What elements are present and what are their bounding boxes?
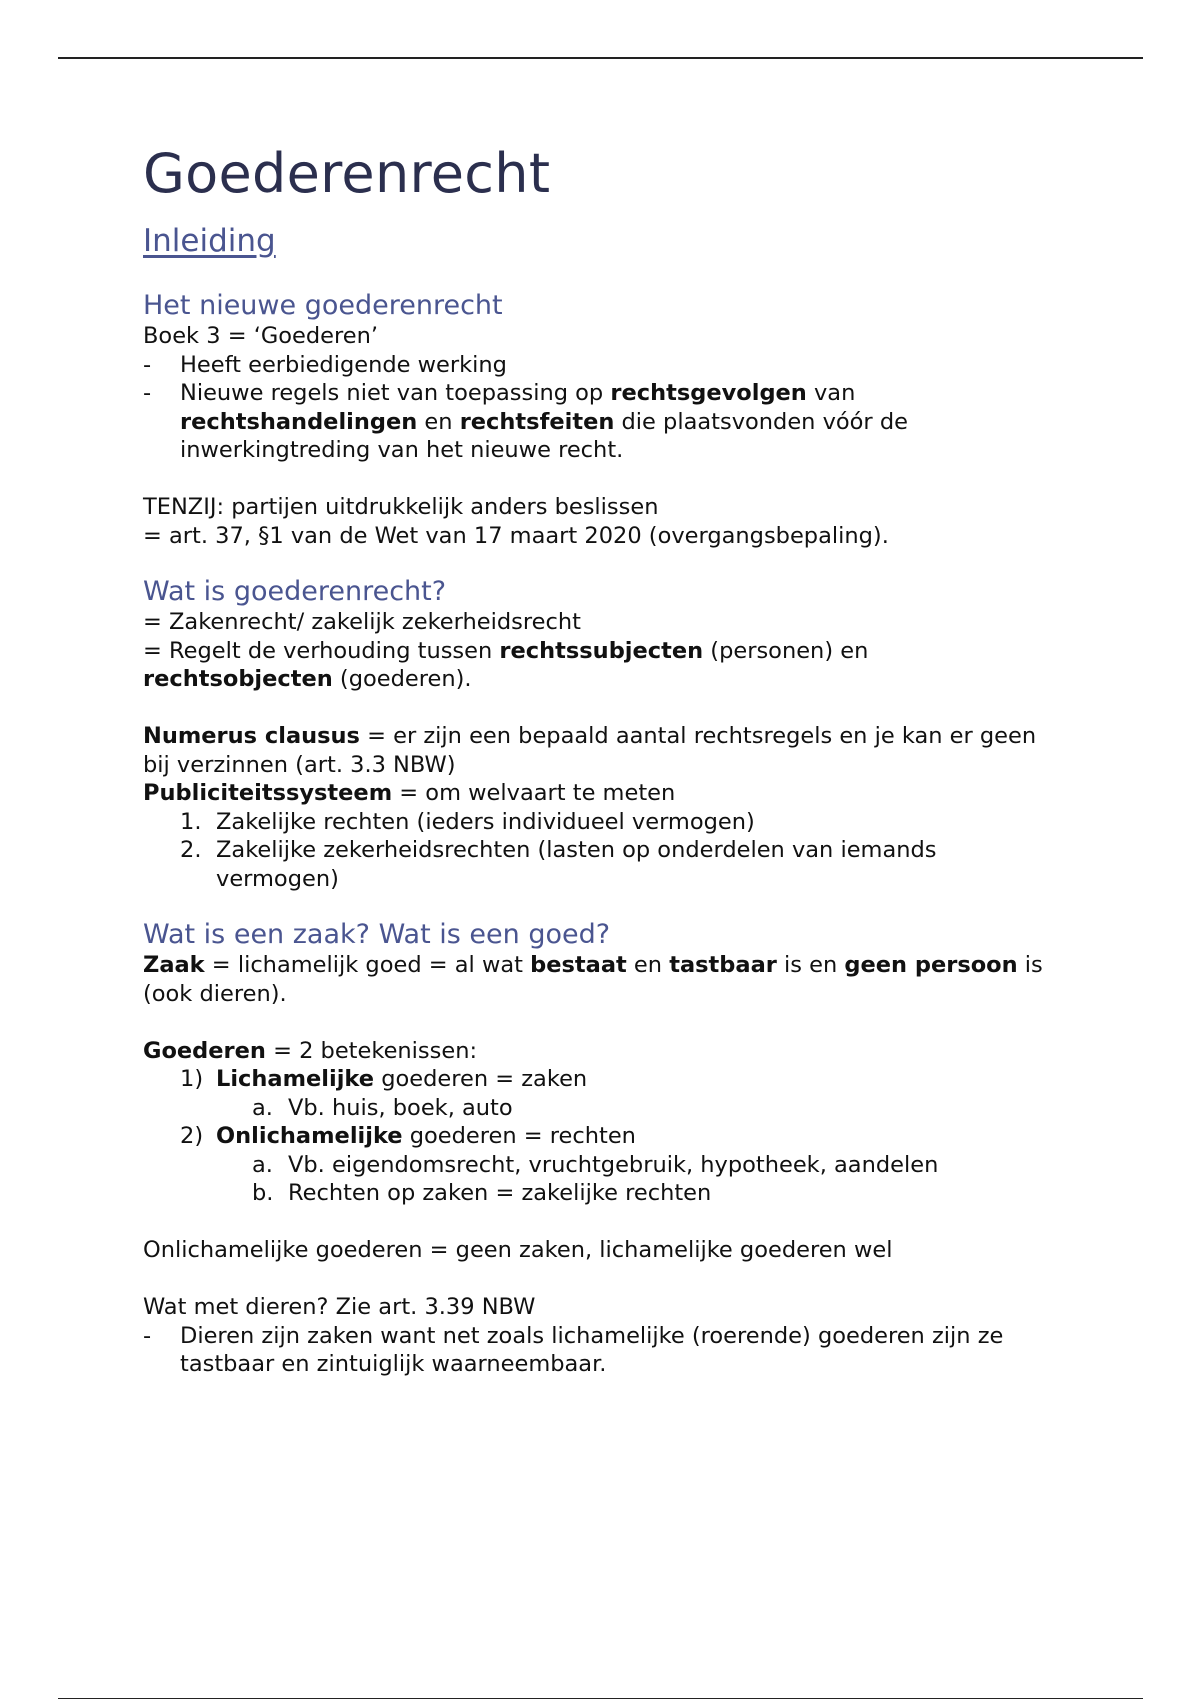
dash-marker: -	[143, 1322, 152, 1349]
bullet-nieuwe-regels: - Nieuwe regels niet van toepassing op rechtsgevolgen van rechtshandelingen en rechtsfeiten die plaatsvonden vóór de inwerkingtreding van het nieuwe recht.	[143, 380, 908, 463]
zaak-definition: Zaak = lichamelijk goed = al wat bestaat en tastbaar is en geen persoon is (ook dieren).	[143, 952, 1043, 1007]
goederen-line: Goederen = 2 betekenissen:	[143, 1037, 478, 1064]
dieren-line: Wat met dieren? Zie art. 3.39 NBW	[143, 1294, 536, 1320]
numerus-clausus-line: Numerus clausus = er zijn een bepaald aantal rechtsregels en je kan er geen bij verzinnen (art. 3.3 NBW)	[143, 723, 1037, 778]
publiciteitssysteem-line: Publiciteitssysteem = om welvaart te meten	[143, 780, 676, 806]
dash-marker: -	[143, 380, 152, 406]
document-title: Goederenrecht	[143, 142, 551, 205]
bullet-dieren: - Dieren zijn zaken want net zoals lichamelijke (roerende) goederen zijn ze tastbaar en zintuiglijk waarneembaar.	[143, 1322, 1004, 1377]
list-item: 1. Zakelijke rechten (ieders individueel vermogen)	[180, 808, 755, 835]
subheading-zaak-goed: Wat is een zaak? Wat is een goed?	[143, 919, 611, 950]
art-line: = art. 37, §1 van de Wet van 17 maart 2020 (overgangsbepaling).	[143, 522, 889, 549]
bottom-rule	[58, 1698, 1143, 1699]
section-zaak-goed	[143, 919, 1053, 1379]
onlichamelijke-line: Onlichamelijke goederen = geen zaken, lichamelijke goederen wel	[143, 1237, 893, 1263]
boek-line: Boek 3 = ‘Goederen’	[143, 323, 379, 349]
section-heading-inleiding: Inleiding	[143, 223, 276, 259]
top-rule	[58, 57, 1143, 59]
subheading-wat-is-goederenrecht: Wat is goederenrecht?	[143, 576, 447, 607]
dash-marker: -	[143, 351, 152, 378]
list-item: 1) Lichamelijke goederen = zaken	[180, 1066, 588, 1092]
section-wat-is-goederenrecht	[143, 576, 1053, 893]
regelt-line: = Regelt de verhouding tussen rechtssubjecten (personen) en rechtsobjecten (goederen).	[143, 637, 869, 692]
list-item: a. Vb. eigendomsrecht, vruchtgebruik, hypotheek, aandelen	[252, 1151, 939, 1178]
subheading-nieuwe-goederenrecht: Het nieuwe goederenrecht	[143, 290, 503, 321]
tenzij-line: TENZIJ: partijen uitdrukkelijk anders beslissen	[143, 494, 659, 520]
list-item: b. Rechten op zaken = zakelijke rechten	[252, 1180, 712, 1206]
bullet-eerbiedigende: - Heeft eerbiedigende werking	[143, 351, 507, 378]
document-page	[143, 138, 1053, 1379]
list-item: 2. Zakelijke zekerheidsrechten (lasten op onderdelen van iemands vermogen)	[180, 837, 937, 892]
list-item: 2) Onlichamelijke goederen = rechten	[180, 1123, 636, 1149]
section-nieuwe-goederenrecht	[143, 290, 1053, 550]
zakenrecht-line: = Zakenrecht/ zakelijk zekerheidsrecht	[143, 609, 581, 635]
list-item: a. Vb. huis, boek, auto	[252, 1094, 513, 1121]
